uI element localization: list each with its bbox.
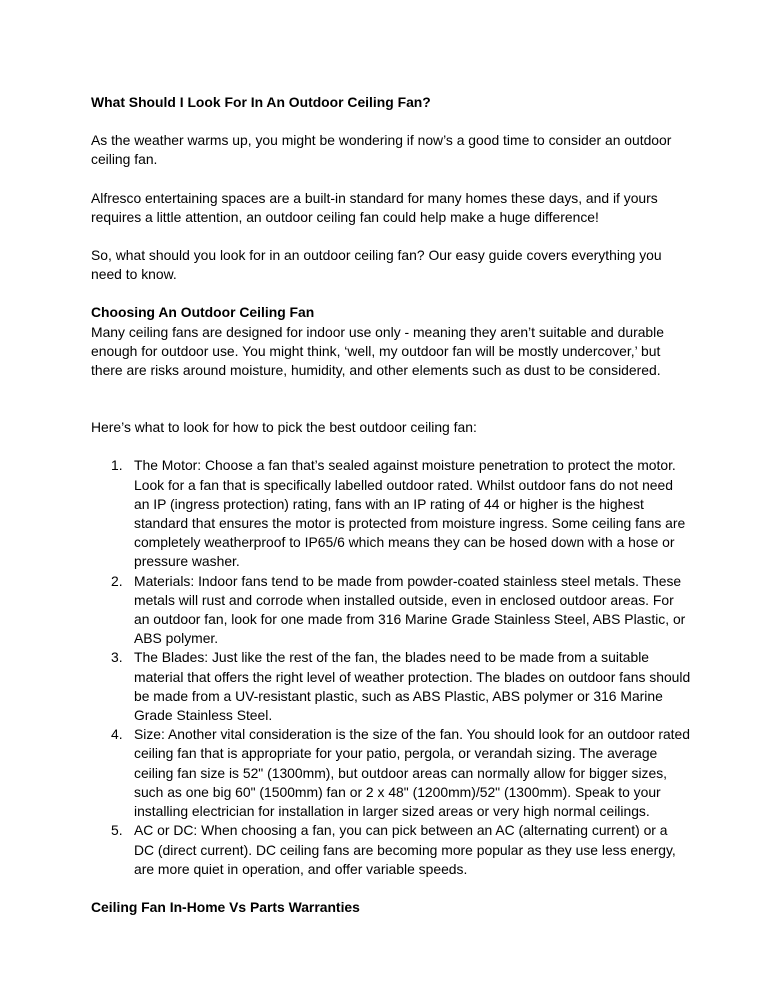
list-item-number: 2. [111, 572, 123, 589]
list-item [91, 725, 691, 821]
list-item-number: 1. [111, 457, 123, 474]
section-body-choosing: Many ceiling fans are designed for indoor use only - meaning they aren’t suitable and durable enough for outdoor use. You might think, ‘well, my outdoor fan will be mostly undercover,’ but there are risks around moisture, humidity, and other elements such as dust to be considered. [91, 323, 664, 379]
blank-spacer [91, 380, 691, 418]
document-page [91, 93, 691, 917]
list-item [91, 456, 691, 571]
tips-list [91, 456, 691, 878]
list-item-text: AC or DC: When choosing a fan, you can pick between an AC (alternating current) or a DC (direct current). DC ceiling fans are becoming more popular as they use less energy, are more quiet in operation, and offer variable speeds. [134, 822, 676, 877]
list-item-text: The Blades: Just like the rest of the fan, the blades need to be made from a suitable material that offers the right level of weather protection. The blades on outdoor fans should be made from a UV-resistant plastic, such as ABS Plastic, ABS polymer or 316 Marine Grade Stainless Steel. [134, 649, 691, 724]
intro-paragraph-2: Alfresco entertaining spaces are a built-in standard for many homes these days, and if yours requires a little attention, an outdoor ceiling fan could help make a huge difference! [91, 189, 658, 225]
list-item-text: Materials: Indoor fans tend to be made from powder-coated stainless steel metals. These metals will rust and corrode when installed outside, even in enclosed outdoor areas. For an outdoor fan, look for one made from 316 Marine Grade Stainless Steel, ABS Plastic, or ABS polymer. [134, 572, 686, 647]
list-item [91, 821, 691, 879]
intro-paragraph-3: So, what should you look for in an outdoor ceiling fan? Our easy guide covers everything you need to know. [91, 247, 662, 283]
list-item [91, 572, 691, 649]
document-title: What Should I Look For In An Outdoor Ceiling Fan? [91, 94, 431, 110]
intro-paragraph-1: As the weather warms up, you might be wondering if now’s a good time to consider an outdoor ceiling fan. [91, 132, 672, 168]
list-item-number: 5. [111, 822, 123, 839]
list-intro: Here’s what to look for how to pick the best outdoor ceiling fan: [91, 419, 477, 436]
list-item-number: 4. [111, 726, 123, 743]
list-item [91, 648, 691, 725]
section-heading-choosing: Choosing An Outdoor Ceiling Fan [91, 304, 315, 321]
list-item-text: The Motor: Choose a fan that’s sealed against moisture penetration to protect the motor. Look for a fan that is specifically labelled outdoor rated. Whilst outdoor fans do not need an IP (ingress protection) rating, fans with an IP rating of 44 or higher is the highest standard that ensures the motor is protected from moisture ingress. Some ceiling fans are completely weatherproof to IP65/6 which means they can be hosed down with a hose or pressure washer. [134, 457, 686, 570]
list-item-text: Size: Another vital consideration is the size of the fan. You should look for an outdoor rated ceiling fan that is appropriate for your patio, pergola, or verandah sizing. The average ceiling fan size is 52" (1300mm), but outdoor areas can normally allow for bigger sizes, such as one big 60" (1500mm) fan or 2 x 48" (1200mm)/52" (1300mm). Speak to your installing electrician for installation in larger sized areas or very high normal ceilings. [134, 726, 690, 820]
section-heading-warranties: Ceiling Fan In-Home Vs Parts Warranties [91, 898, 360, 915]
list-item-number: 3. [111, 649, 123, 666]
